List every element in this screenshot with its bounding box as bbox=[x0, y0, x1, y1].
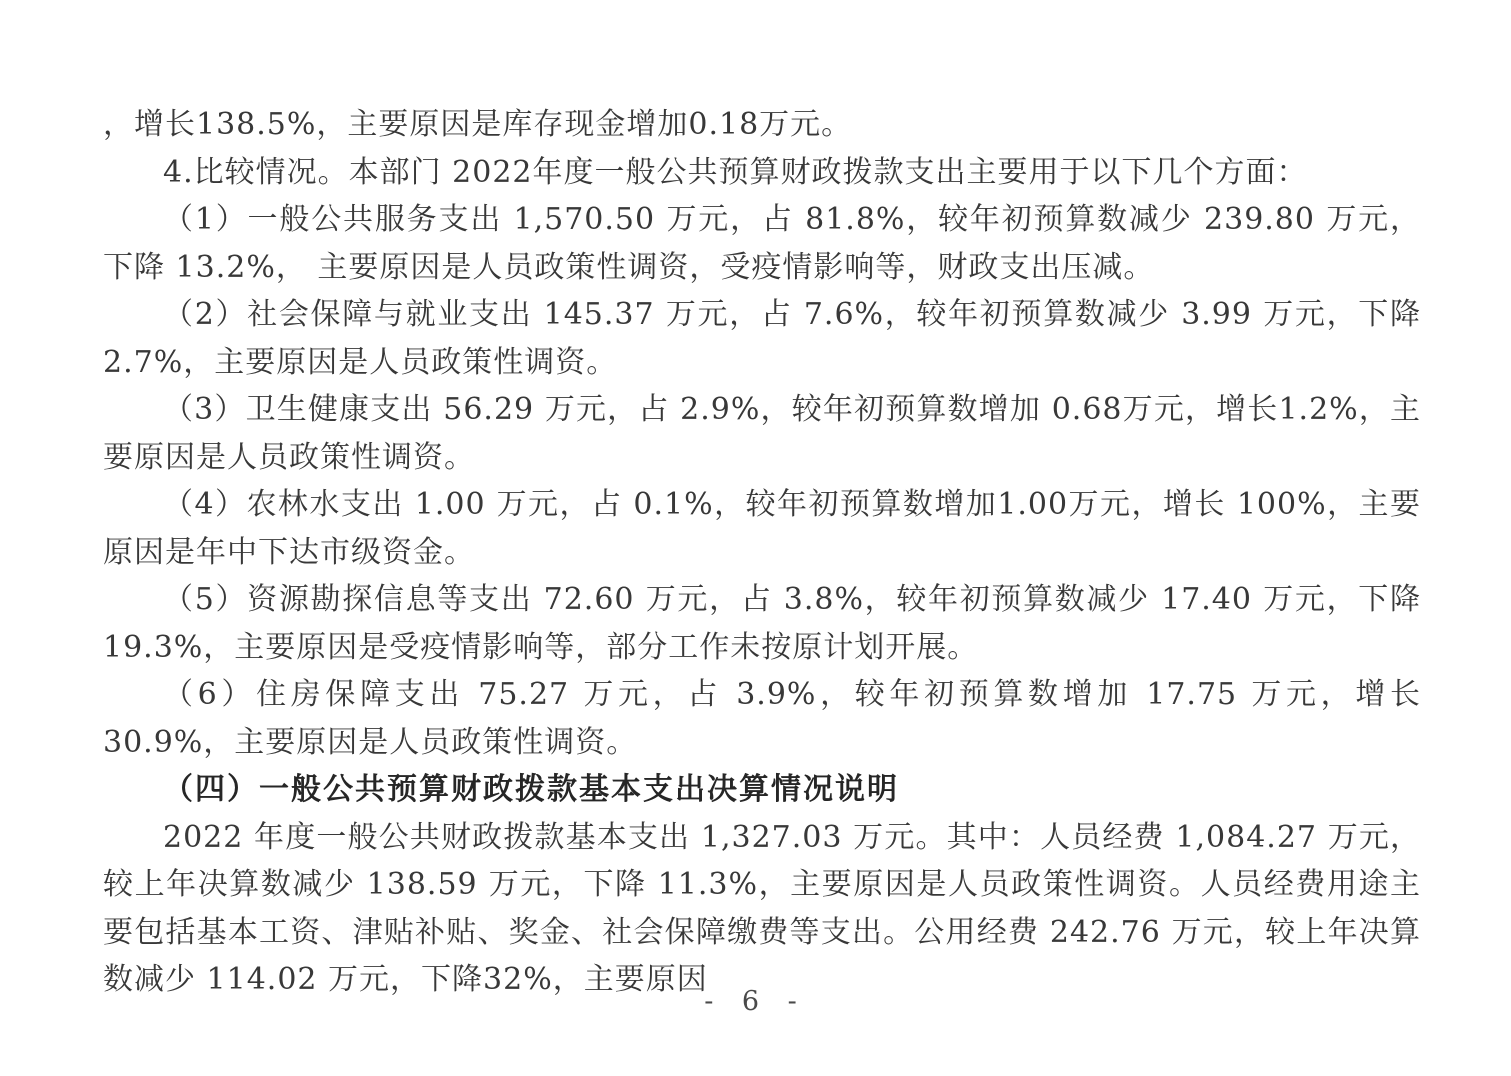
basic-expenditure-paragraph: 2022 年度一般公共财政拨款基本支出 1,327.03 万元。其中：人员经费 1,084.27 万元，较上年决算数减少 138.59 万元，下降 11.3%，主要原因是人员政策性调资。人员经费用途主要包括基本工资、津贴补贴、奖金、社会保障缴费等支出。公用经费 242.76 万元，较上年决算数减少 114.02 万元，下降32%，主要原因 bbox=[103, 819, 1421, 997]
expense-item-paragraph-4: （4）农林水支出 1.00 万元，占 0.1%，较年初预算数增加1.00万元，增长 100%，主要原因是年中下达市级资金。 bbox=[103, 487, 1421, 570]
continued-paragraph: ，增长138.5%，主要原因是库存现金增加0.18万元。 bbox=[103, 107, 853, 142]
page-number: - 6 - bbox=[704, 986, 807, 1017]
expense-item-paragraph-5: （5）资源勘探信息等支出 72.60 万元，占 3.8%，较年初预算数减少 17.40 万元，下降 19.3%，主要原因是受疫情影响等，部分工作未按原计划开展。 bbox=[103, 582, 1421, 665]
section-heading: （四）一般公共预算财政拨款基本支出决算情况说明 bbox=[163, 772, 899, 807]
expense-item-paragraph-3: （3）卫生健康支出 56.29 万元，占 2.9%，较年初预算数增加 0.68万元，增长1.2%，主要原因是人员政策性调资。 bbox=[103, 392, 1421, 475]
comparison-intro-paragraph: 4.比较情况。本部门 2022年度一般公共预算财政拨款支出主要用于以下几个方面： bbox=[163, 154, 1308, 190]
document-body bbox=[103, 101, 1421, 1004]
expense-item-paragraph-6: （6）住房保障支出 75.27 万元，占 3.9%，较年初预算数增加 17.75 万元，增长 30.9%，主要原因是人员政策性调资。 bbox=[103, 677, 1421, 760]
expense-item-paragraph-1: （1）一般公共服务支出 1,570.50 万元，占 81.8%，较年初预算数减少 239.80 万元，下降 13.2%， 主要原因是人员政策性调资，受疫情影响等，财政支出压减。 bbox=[103, 202, 1421, 285]
expense-item-paragraph-2: （2）社会保障与就业支出 145.37 万元，占 7.6%，较年初预算数减少 3.99 万元，下降 2.7%，主要原因是人员政策性调资。 bbox=[103, 297, 1421, 380]
